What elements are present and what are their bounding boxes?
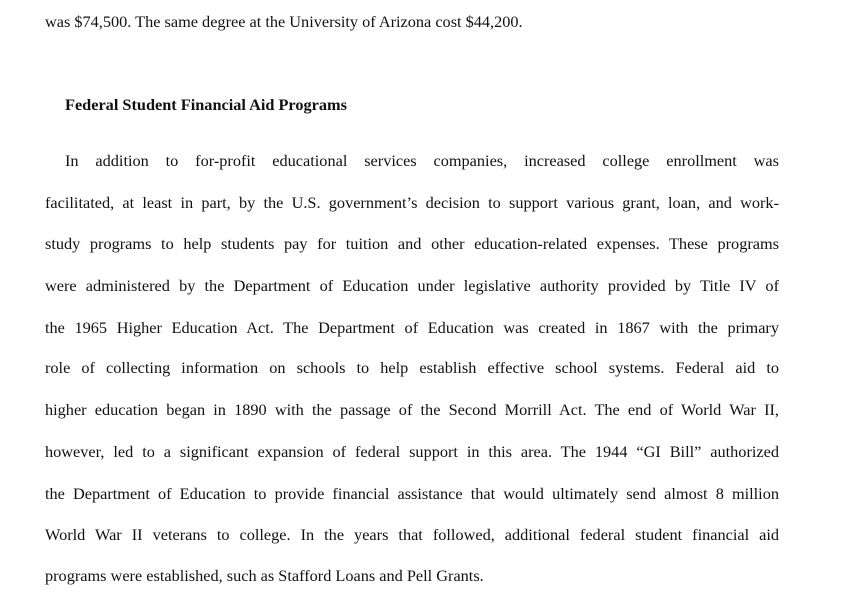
paragraph-line: the Department of Education to provide financial assistance that would ultimately send almost 8 million [45, 484, 779, 503]
paragraph-line: programs were established, such as Stafford Loans and Pell Grants. [45, 566, 484, 585]
intro-line: was $74,500. The same degree at the University of Arizona cost $44,200. [45, 12, 523, 31]
paragraph-line: role of collecting information on schools to help establish effective school systems. Federal aid to [45, 358, 779, 377]
paragraph-line: facilitated, at least in part, by the U.S. government’s decision to support various grant, loan, and work- [45, 193, 779, 212]
paragraph-line: World War II veterans to college. In the years that followed, additional federal student financial aid [45, 525, 779, 544]
paragraph-line: the 1965 Higher Education Act. The Department of Education was created in 1867 with the primary [45, 318, 779, 337]
paragraph-line: higher education began in 1890 with the passage of the Second Morrill Act. The end of World War II, [45, 400, 779, 419]
paragraph-line: study programs to help students pay for tuition and other education-related expenses. These programs [45, 234, 779, 253]
section-heading: Federal Student Financial Aid Programs [65, 95, 347, 114]
paragraph-line: In addition to for-profit educational services companies, increased college enrollment was [65, 151, 779, 170]
paragraph-line: however, led to a significant expansion of federal support in this area. The 1944 “GI Bill” authorized [45, 442, 779, 461]
paragraph-line: were administered by the Department of Education under legislative authority provided by Title IV of [45, 276, 779, 295]
